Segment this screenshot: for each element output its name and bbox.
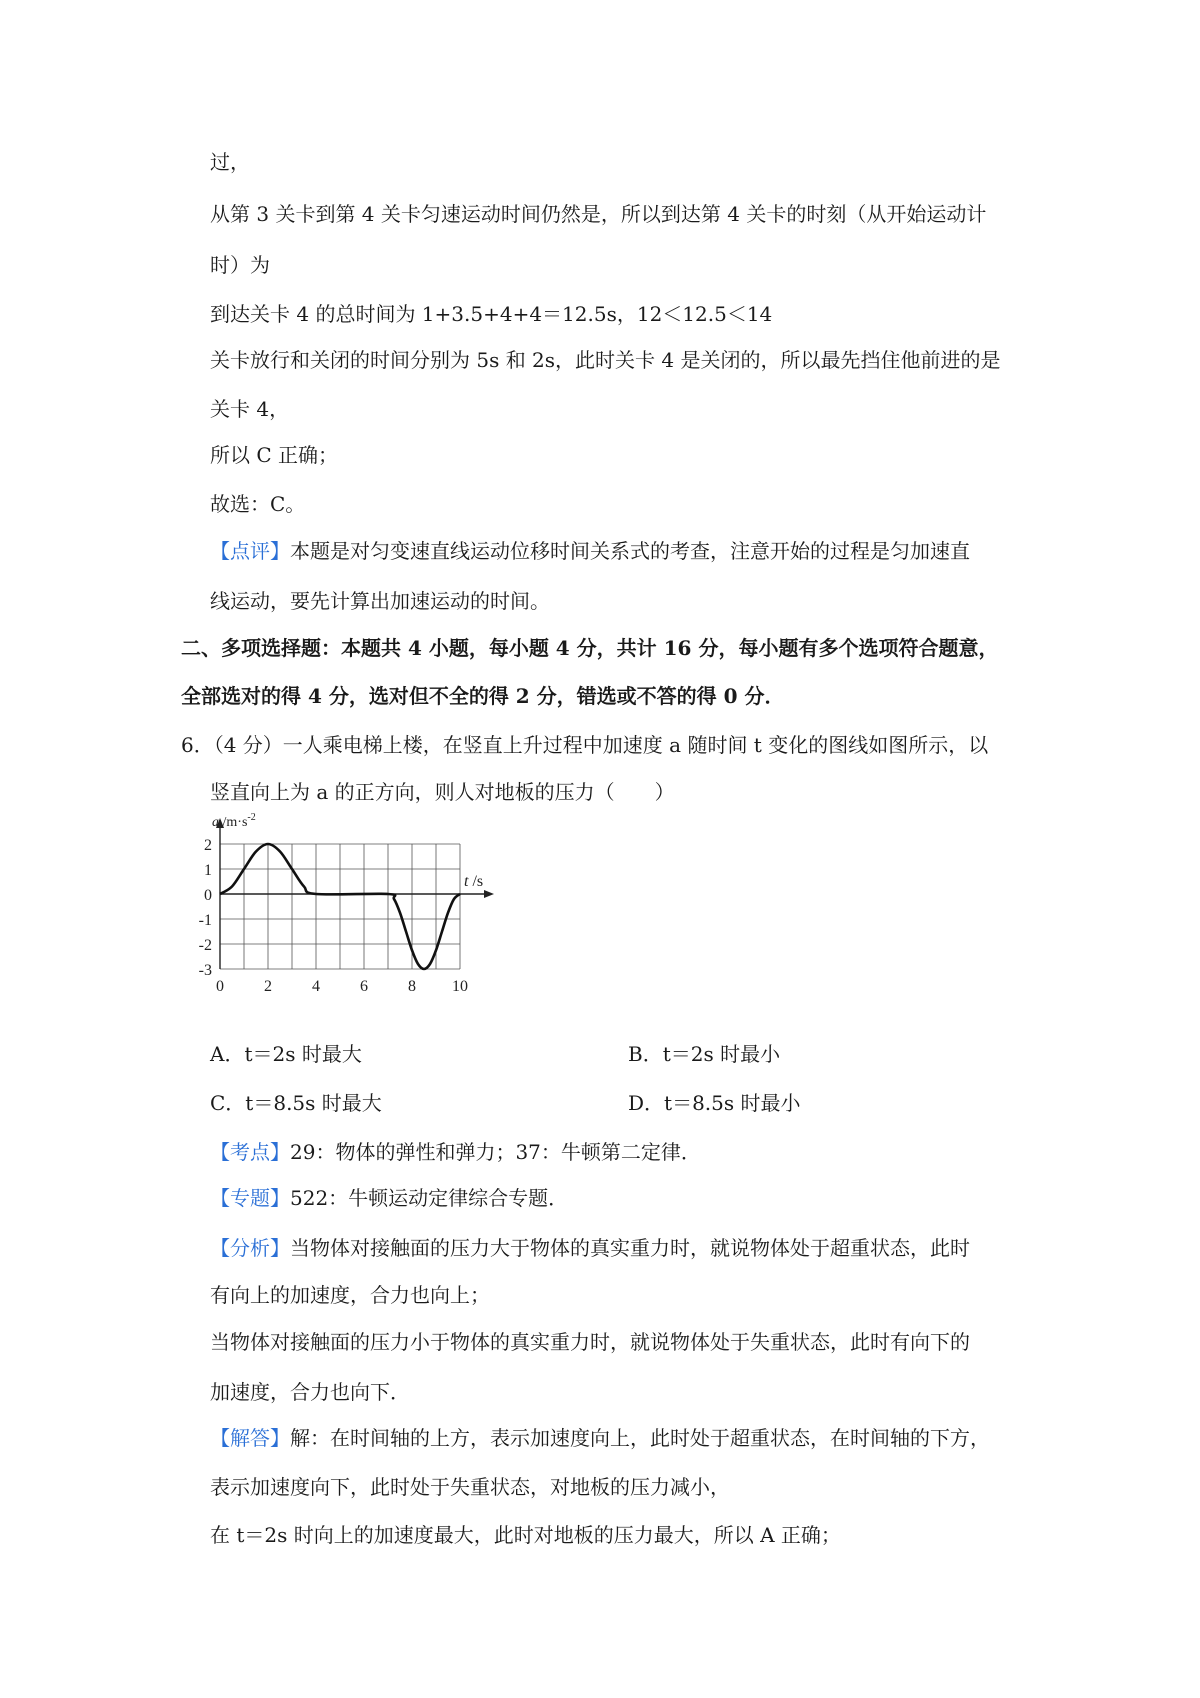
section-tag: 【考点】: [210, 1140, 290, 1164]
paragraph-line: [181, 731, 988, 759]
y-tick-label: -1: [198, 912, 212, 929]
line-text: 竖直向上为 a 的正方向，则人对地板的压力（ ）: [210, 780, 675, 804]
option-d: D．t＝8.5s 时最小: [628, 1091, 801, 1115]
line-text: 故选：C。: [210, 492, 306, 516]
section-tag: 【专题】: [210, 1186, 290, 1210]
y-tick-label: -2: [198, 937, 212, 954]
line-text: 解：在时间轴的上方，表示加速度向上，此时处于超重状态，在时间轴的下方，: [290, 1426, 990, 1450]
labeled-paragraph-line: [210, 1184, 568, 1212]
x-axis-label: t /s: [464, 873, 484, 890]
line-text: 当物体对接触面的压力大于物体的真实重力时，就说物体处于超重状态，此时: [290, 1236, 970, 1260]
paragraph-line: [210, 1281, 490, 1309]
y-axis-label: a $/m\cdot s^{-2}$: [212, 812, 256, 830]
x-tick-label: 8: [408, 978, 416, 995]
line-text: 二、多项选择题：本题共 4 小题，每小题 4 分，共计 16 分，每小题有多个选项符合题意，: [181, 636, 999, 660]
line-text: 所以 C 正确；: [210, 443, 339, 467]
labeled-paragraph-line: [210, 1138, 701, 1166]
option-b: B．t＝2s 时最小: [628, 1042, 781, 1066]
paragraph-line: [181, 634, 998, 662]
y-tick-label: 2: [204, 837, 212, 854]
paragraph-line: [210, 395, 289, 423]
line-text: 全部选对的得 4 分，选对但不全的得 2 分，错选或不答的得 0 分．: [181, 684, 785, 708]
labeled-paragraph-line: [210, 1424, 990, 1452]
line-text: 关卡放行和关闭的时间分别为 5s 和 2s，此时关卡 4 是关闭的，所以最先挡住他前进的是: [210, 348, 1001, 372]
option-c: C．t＝8.5s 时最大: [210, 1091, 382, 1115]
option-a: A．t＝2s 时最大: [210, 1042, 362, 1066]
paragraph-line: [210, 148, 250, 176]
paragraph-line: [210, 1521, 841, 1549]
section-tag: 【分析】: [210, 1236, 290, 1260]
line-text: 当物体对接触面的压力小于物体的真实重力时，就说物体处于失重状态，此时有向下的: [210, 1330, 970, 1354]
paragraph-line: [210, 300, 772, 328]
line-text: 表示加速度向下，此时处于失重状态，对地板的压力减小，: [210, 1475, 730, 1499]
paragraph-line: [210, 778, 675, 806]
line-text: 加速度，合力也向下．: [210, 1380, 410, 1404]
paragraph-line: [210, 200, 986, 228]
x-tick-label: 10: [452, 978, 468, 995]
acceleration-time-graph: [198, 812, 508, 1042]
line-text: 关卡 4，: [210, 397, 290, 421]
paragraph-line: [210, 1473, 730, 1501]
paragraph-line: [210, 490, 305, 518]
line-text: 29：物体的弹性和弹力；37：牛顿第二定律．: [290, 1140, 701, 1164]
paragraph-line: [210, 251, 270, 279]
x-tick-label: 2: [264, 978, 272, 995]
labeled-paragraph-line: [210, 537, 970, 565]
line-text: 到达关卡 4 的总时间为 1+3.5+4+4＝12.5s，12＜12.5＜14: [210, 302, 773, 326]
section-tag: 【解答】: [210, 1426, 290, 1450]
line-text: 本题是对匀变速直线运动位移时间关系式的考查，注意开始的过程是匀加速直: [290, 539, 970, 563]
line-text: 在 t＝2s 时向上的加速度最大，此时对地板的压力最大，所以 A 正确；: [210, 1523, 841, 1547]
paragraph-line: [210, 1328, 970, 1356]
section-tag: 【点评】: [210, 539, 290, 563]
line-text: 过，: [210, 150, 250, 174]
line-text: 从第 3 关卡到第 4 关卡匀速运动时间仍然是，所以到达第 4 关卡的时刻（从开始运动计: [210, 202, 987, 226]
x-axis-arrow: [484, 890, 494, 898]
labeled-paragraph-line: [210, 1234, 970, 1262]
y-tick-label: -3: [198, 962, 212, 979]
paragraph-line: [210, 346, 1001, 374]
line-text: 有向上的加速度，合力也向上；: [210, 1283, 490, 1307]
line-text: 时）为: [210, 253, 270, 277]
paragraph-line: [181, 682, 785, 710]
line-text: 6．（4 分）一人乘电梯上楼，在竖直上升过程中加速度 a 随时间 t 变化的图线如图所示，以: [181, 733, 989, 757]
paragraph-line: [210, 441, 338, 469]
x-tick-label: 4: [312, 978, 320, 995]
paragraph-line: [210, 1378, 410, 1406]
y-tick-label: 1: [204, 862, 212, 879]
paragraph-line: [210, 587, 550, 615]
y-tick-label: 0: [204, 887, 212, 904]
line-text: 线运动，要先计算出加速运动的时间。: [210, 589, 550, 613]
line-text: 522：牛顿运动定律综合专题．: [290, 1186, 569, 1210]
x-tick-label: 0: [216, 978, 224, 995]
x-tick-label: 6: [360, 978, 368, 995]
